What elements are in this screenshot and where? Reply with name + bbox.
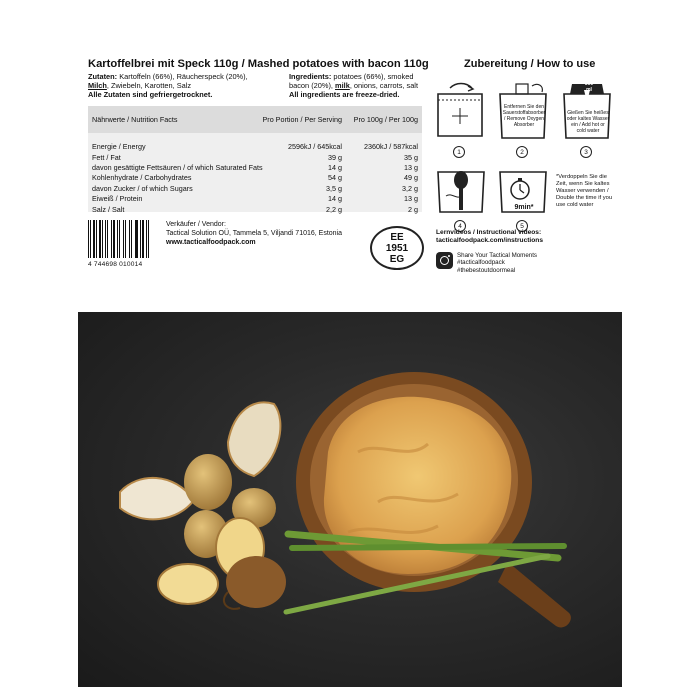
nutrient-name: davon gesättigte Fettsäuren / of which Saturated Fats	[92, 162, 263, 172]
nutrition-row	[88, 204, 422, 214]
ec-mark-number: 1951	[385, 242, 409, 254]
links-label: Lernvideos / Instructional videos:	[436, 229, 542, 236]
step-3-note: Gießen Sie heißes oder kaltes Wasser ein / Add hot or cold water	[566, 110, 610, 134]
nutrition-table	[88, 106, 422, 214]
social-line-3: #thebestoutdoormeal	[457, 266, 516, 274]
nutrient-name: Energie / Energy	[92, 142, 146, 152]
nutrition-row	[88, 173, 422, 183]
howto-footnote: *Verdoppeln Sie die Zeit, wenn Sie kaltes Wasser verwenden / Double the time if you use cold water	[556, 174, 613, 208]
howto-step-3	[558, 80, 616, 162]
product-photo	[78, 312, 622, 687]
ingredients-de-text2: , Zwiebeln, Karotten, Salz	[106, 81, 192, 90]
nutrient-serving: 2596kJ / 645kcal	[288, 142, 342, 152]
nutrient-name: davon Zucker / of which Sugars	[92, 183, 193, 193]
barcode-bar	[109, 220, 110, 258]
nutrient-serving: 14 g	[328, 162, 342, 172]
vendor-website: www.tacticalfoodpack.com	[166, 239, 256, 246]
nutrition-header-serving: Pro Portion / Per Serving	[262, 115, 342, 124]
timer-label: 9min*	[514, 204, 534, 211]
nutrition-row	[88, 163, 422, 173]
ingredients-en	[289, 72, 429, 99]
barcode-bar	[105, 220, 106, 258]
barcode-bar	[107, 220, 108, 258]
barcode-bar	[111, 220, 112, 258]
nutrition-body	[88, 133, 422, 212]
nutrition-row	[88, 142, 422, 152]
barcode-bar	[125, 220, 126, 258]
barcode-bar	[103, 220, 104, 258]
water-amount-badge: 300 ml	[584, 81, 594, 93]
ec-mark-suffix: EG	[389, 253, 405, 265]
barcode-bar	[123, 220, 124, 258]
barcode-bar	[140, 220, 141, 258]
links-url[interactable]: tacticalfoodpack.com/instructions	[436, 237, 543, 244]
nutrition-row	[88, 194, 422, 204]
barcode-bar	[135, 220, 136, 258]
barcode-bar	[90, 220, 91, 258]
nutrition-header	[88, 106, 422, 133]
step-number: 2	[516, 146, 528, 158]
barcode-bar	[139, 220, 140, 258]
social-line-1: Share Your Tactical Moments	[457, 252, 538, 259]
nutrition-header-per100: Pro 100g / Per 100g	[353, 115, 418, 124]
nutrient-serving: 3,5 g	[326, 183, 342, 193]
ec-mark-country: EE	[390, 231, 404, 243]
howto-step-4	[432, 166, 490, 232]
nutrient-per100: 35 g	[404, 152, 418, 162]
barcode-bar	[96, 220, 97, 258]
ingredients-de	[88, 72, 260, 99]
ingredients-en-text1: potatoes (66%), smoked bacon (20%),	[289, 72, 414, 90]
barcode-bar	[142, 220, 144, 258]
barcode-bar	[99, 220, 101, 258]
nutrient-per100: 2360kJ / 587kcal	[364, 142, 418, 152]
barcode-bar	[129, 220, 130, 258]
barcode-bar	[97, 220, 98, 258]
product-title: Kartoffelbrei mit Speck 110g / Mashed potatoes with bacon 110g	[88, 58, 429, 70]
social-text	[457, 252, 537, 274]
barcode-bars	[88, 220, 150, 258]
social-line-2: #tacticalfoodpack	[457, 259, 505, 267]
ec-identification-mark	[370, 226, 424, 270]
ingredients-de-text1: Kartoffeln (66%), Räucherspeck (20%),	[117, 72, 248, 81]
barcode-number: 4 744698 010014	[88, 261, 143, 268]
nutrition-header-name: Nährwerte / Nutrition Facts	[92, 115, 178, 124]
step-number: 3	[580, 146, 592, 158]
spoon-stir-icon	[432, 166, 490, 218]
step-2-note: Entfernen Sie den Sauerstoffabsorber / Remove Oxygen Absorber	[502, 104, 546, 128]
social-block	[436, 252, 606, 274]
nutrient-name: Fett / Fat	[92, 152, 121, 162]
barcode-bar	[148, 220, 149, 258]
pouch-tear-icon	[432, 80, 488, 146]
barcode-bar	[113, 220, 115, 258]
nutrient-name: Salz / Salt	[92, 204, 125, 214]
ingredients-de-allergen: Milch	[88, 81, 107, 90]
nutrient-per100: 49 g	[404, 173, 418, 183]
barcode-bar	[126, 220, 128, 258]
barcode-bar	[117, 220, 118, 258]
food-photo-illustration	[78, 312, 622, 687]
instagram-icon	[436, 252, 453, 269]
nutrient-per100: 13 g	[404, 194, 418, 204]
barcode-bar	[132, 220, 133, 258]
ingredients-de-label: Zutaten:	[88, 72, 118, 81]
nutrition-row	[88, 152, 422, 162]
step-number: 1	[453, 146, 465, 158]
ingredients-de-note: Alle Zutaten sind gefriergetrocknet.	[88, 90, 213, 99]
nutrient-serving: 2,2 g	[326, 204, 342, 214]
nutrient-serving: 14 g	[328, 194, 342, 204]
barcode-bar	[92, 220, 93, 258]
nutrient-name: Kohlenhydrate / Carbohydrates	[92, 173, 192, 183]
vendor-address: Tactical Solution OÜ, Tammela 5, Viljandi 71016, Estonia	[166, 230, 343, 237]
barcode-bar	[93, 220, 94, 258]
ingredients-en-allergen: milk	[335, 81, 350, 90]
nutrient-per100: 2 g	[408, 204, 418, 214]
nutrient-serving: 54 g	[328, 173, 342, 183]
step-number: 5	[516, 220, 528, 232]
vendor-label: Verkäufer / Vendor:	[166, 221, 226, 228]
ingredients-en-text2: , onions, carrots, salt	[349, 81, 418, 90]
barcode	[88, 220, 150, 270]
ingredients-en-label: Ingredients:	[289, 72, 332, 81]
howto-title: Zubereitung / How to use	[464, 58, 596, 70]
nutrient-per100: 13 g	[404, 162, 418, 172]
vendor-info	[166, 220, 366, 247]
barcode-bar	[121, 220, 122, 258]
instructional-links	[436, 229, 596, 245]
step-number: 4	[454, 220, 466, 232]
barcode-bar	[88, 220, 89, 258]
barcode-bar	[146, 220, 147, 258]
howto-step-1	[432, 80, 488, 162]
barcode-bar	[131, 220, 132, 258]
nutrition-row	[88, 184, 422, 194]
barcode-bar	[102, 220, 103, 258]
nutrient-per100: 3,2 g	[402, 183, 418, 193]
barcode-bar	[116, 220, 117, 258]
ingredients-en-note: All ingredients are freeze-dried.	[289, 90, 400, 99]
nutrient-serving: 39 g	[328, 152, 342, 162]
howto-step-2	[494, 80, 552, 162]
howto-step-5	[494, 166, 552, 232]
barcode-bar	[119, 220, 120, 258]
barcode-bar	[136, 220, 137, 258]
barcode-bar	[145, 220, 146, 258]
nutrient-name: Eiweiß / Protein	[92, 194, 143, 204]
